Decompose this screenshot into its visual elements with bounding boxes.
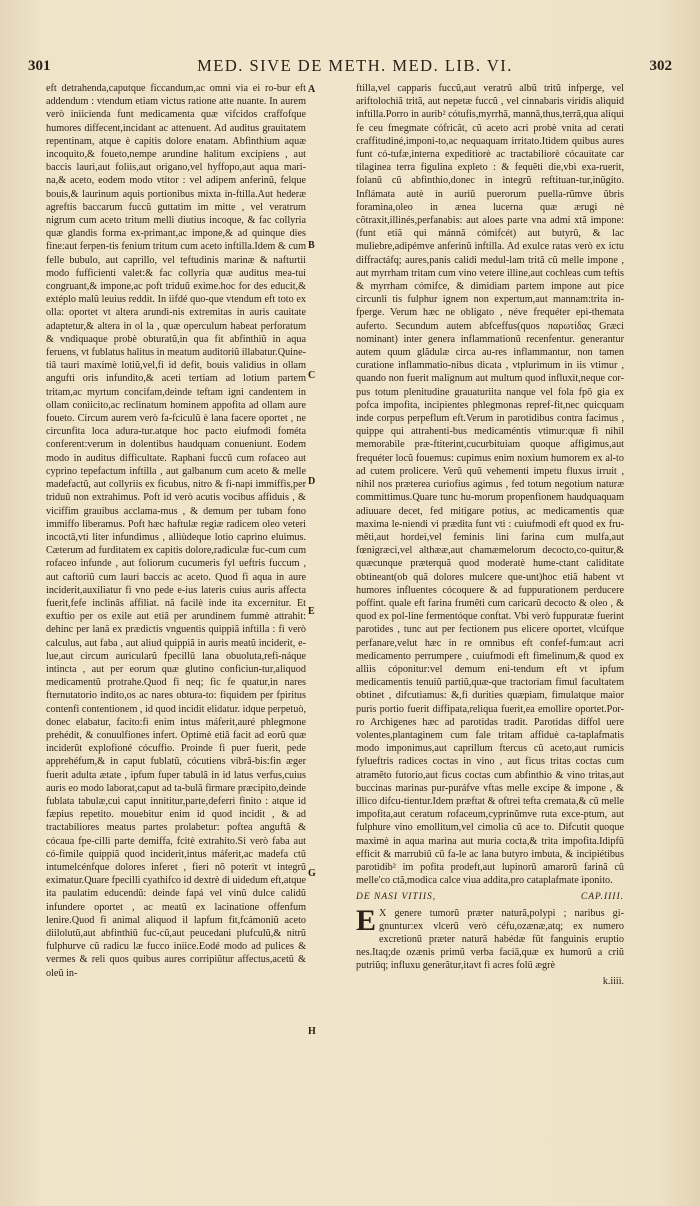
- margin-letter-b: B: [308, 240, 315, 251]
- right-column-text: ftilla,vel capparis fuccũ,aut veratrũ albũ tritũ infperge, vel ariftolochiã tritã, aut nepetæ fuccũ , vel cinnabaris viridis aliquid inftilla.Porro in aurib² cótufis,myrrhã, mannã,thus,terrã,qua aliqui fe ceu fmegmate cófricãt, cũ aceto acri probè vnita ad cerati craffitudiné,imponi-to,ac nequaquam irritato.Itidem quibus aures funt có-tufæ,interna expeditiorè ac tractabiliorè cócauitate car tilaginea terra figulina expleto : & fequẽti die,vbi exa-ruerit, folanũ cũ abfinthio,donec in integrũ reftituan-tur,inũgito. Inflámata autè in auriũ puerorum puella-rũmve ũbris foramina,oleo in ænea lucerna quæ ærugi nè cõtraxit,illinés,perfanabis: aut aloes parte vna admi xtã impone:(funt etiã qui mánnã cómifcét) aut butyrũ, & lac muliebre,adipémve anferinũ inftilla. Ad exulce ratas verò ex ictu diffractáfq; aures,panis calidi medul-lam tritã cũ melle impone , aut myrrham tritam cum vino vetere illine,aut cochleas cum teftis & myrrham cómifce, & dimidiam partem impone aut pice circunli tis fulphur ignem non expertum,aut mannam:trita in-fperge. Verum hæc ne obligato , néve frequéter epi-themata auferto. Secundum autem abfceffus(quos παρωτίδας Græci nominant) inter genera inflammationũ recenfentur. generantur autem quum glãdulæ circa au-res inflammantur, non tamen curatione inflammatio-nibus dicata , vtplurimum in iis vtimur , quando non fuerit malignum aut multum quod influxit,neque cor-pus totum plenitudine grauaturiita nanque vel fola fpõ gia ex pofca impofita, incipientes phlegmonas repref-fit,nec quicquam inde corpus perpeflum eft.Verum in parotidibus contra facimus , quippe qui attrahenti-bus medicaméntis vtimur:quæ fi nihil memorabile præ-ftiterint,cucurbituiam quoque affigimus,aut frequéter locũ fouemus: cupimus enim noxium humorem ex al-to ad cutem prolicere. Verũ quũ vehementi impetu fluxus irruit , nihil nos præterea curiofius agimus , fed totum negotium naturæ committimus.Quare tunc hu-morum propenfionem haudquaquam adiuuare decet, fed mitigare potius, ac medicamentis quæ maxima le-niendi vi prædita funt vti : cuiufmodi eft quod ex fru-mẽti,aut hordei,vel feminis lini farina cum mulfa,aut fœnigræci,vel althææ,aut chamæmelorum decocto,co-quitur,& quæcunque præterquã quod moderatè hume-ctant caliditate obtineant(ob quã dolores mulcere que-unt)hoc etiã habent vt humores influentes cócoquere & ad fuppurationem perducere poffint. quale eft farina frumẽti cum caricarũ decocto & oleo , & quod ex pol-line fermentóque conftat. Vbi verò fuppuratæ fuerint parotides , tunc aut per fectionem pus elicere oportet, vlcúfque perfanare,velut hæc in re omnibus eft confef-fum:aut acri medicamento perrumpere , cuiufmodi eft fimelinum,& quod ex alliis cóponitur:vel demum eni-tendum eft vt ipfum medicamentis tenuiũ partiũ,quæ-que tractoriam fimul facultatem obtinet , difcutiamus: &,fi durities quæpiam, fimulatque maior puris portio fuerit diffipata,reliqua fuerit,ea emollire oportet.Por-ro Archigenes hæc ad parotidas tradit. Parotidas diffol uere volentes,plantaginem cum fale tritam affiduè ca-taplafmatis modo imponimus,aut caprillum ftercus cũ aceto,aut rumicis fylueftris radices coctas in vino , aut ficus tritas coctas cum atramẽto futorio,aut ficus coctas cum abfinthio & vino tritas,aut buccinas marinas pur-puráfve vftas melle excipe & impone , & illico difcu-tientur.Idem præftat & oftrei tefta cremata,& cũ melle impofita,aut ceratum rofaceum,cyprinũmve ruta exce-ptum, aut fulphure vino emollitum,vel cimolia cũ ace to. Difcutit quoque maximè in aqua marina aut muria cocta,& trita impofita.Idipfũ efficit & marrubiũ cũ fa-le ac lana butyro imbuta, & incipiétibus parotidib² im pofita prodeft,aut lupinorũ amarorũ farinã cũ melle'co ctã,modica calce viua addita,pro cataplafmate ìponito.: [356, 83, 624, 887]
- page-header: [28, 56, 672, 82]
- chapter-title: DE NASI VITIIS,: [356, 892, 437, 903]
- margin-letter-c: C: [308, 370, 316, 381]
- left-column-text: eft detrahenda,caputque ficcandum,ac omni via ei ro-bur eft addendum : vtendum etiam victus ratione atte nuante. In aurem verò iniicienda funt medicamenta quæ vifcidos craffofque humores diffecent,incidant ac attenuent. Ad auditus grauitatem repentinam, atque è capitis dolore enatam. Abfinthium aquæ incoquito,& foueto,nempe arundine halitum excipiens , aut baccis lauri,aut foliis,aut origano,vel hyffopo,aut aqua mari-na,& aceto, eodem modo vtitor : vel adipem anferinũ, felque bouis,& laurinum aquis portionibus mixta in-ftilla.Aut hederæ agreftis baccarum fuccũ guttatim im mitte , vel veratrum nigrum cum aceto tritum melli diutius incoque, & fac collyria quæ glandis forma ex-primant,ac impone,& ad quinque dies fine:aut ferpen-tis fenium tritum cum aceto inftilla.Idem & cum felle bubulo, aut caprillo, vel teftudinis marinæ & nafturtii modo fufficienti valet:& fac collyria quæ auditus mea-tui congruant,& impone,ac poft triduũ exime.hoc for des educit,& extéplo malũ leuius reddit. In iifdé quo-que vtendum eft toto ex olla: oportet vt altera arundi-nis extremitas in auris cauitate adaptetur,& altera in ol la , quæ operculum habeat perforatum & vndiquaque probè obturatũ,in qua fit abfinthiũ in aqua feruens, vt fublatus halitus in meatum auditoriũ illabatur.Quine-tiâ tauri maximè lotiũ,vel,fi id defit, bouis validius in ollam angufti oris infundito,& aceti tertiam ad lotium partem tritam,ac myrtum concifam,deinde teftam igni candentem in ollam conìicito,ac reclinatum hominem appofita ad ollam aure foueto. Circum aurem verò fa-fciculũ è lana facere oportet , ne circunfita loca adura-tur.atque hoc pacto eiufmodi fométa conferent:verum in dolentibus haudquam conueniunt. Eodem modo in auditus difficultate. Raphani fuccũ cum rofaceo aut cyprino tepefactum inftilla , aut galbanum cum aceto & melle madefactũ, aut collyriis ex ficubus, nitro & fi-napi immiffis,per triduũ non extrahimus. Poft id verò acutis vocibus affiduis , & viciffim grauibus acclama-mus , & demum per tubam fono immiffo liberamus. Poft hæc haftulæ regiæ radicem oleo veteri incoctã,vti liter infundimus , alliùdeque lotio caprino eluimus. Cæterum ad furditatem ex capitis dolore,radiculæ fuc-cum cum rofaceo infunde , aut foliorum cucumeris fyl ueftris fuccum , aut caftoriũ cum lauri baccis ac aceto. Quod fi aqua in aure inciderit,auxiliatur fi vno pede e-ius lateris cuius auris affecta fuerit,fefe inclinâs affiliat. nã facilè inde ita excernitur. Et exuftio per os exile aut etiâ per arundinem fummè attrahit: dehinc per lanã ex prædictis vnguentis quippiã inftilla : fi verò calculus, aut faba , aut aliud quippiã in auris meatũ inciderit, e-lue,aut circum auricularũ fpecillũ lana obuoluta,refi-náque intincta , aut per eorum quæ glutino conficiun-tur,aliquod medicamentũ protrahe.Quod fi neq; fic fe quatur,in nares fternutatorio indito,os ac nares obtura-to: fiquidem per fpiritus contenfi contentionem , id quod incidit elidatur. idque perpetuò, donec elabatur, facito:fi enim intus máferit,auré phlegmone prehédit, & conuulfiones infert. Optimè etiâ facit ad eorũ quæ inciderũt explofioné cócuffio. Proinde fi puer fuerit, pede apprehéfum,& in caput fublatũ, cócutiens vibrã-bis:fin æger fuerit adulta ætate , ipfum fuper tabulã in id latus verfus,cuius auris eo modo laborat,caput ad ta-bulã firmare præcipito,deinde fublata tabulæ,cui caput innititur,parte,deferri finito : atque id fæpius repetito. mouebitur enim id quod incidit , & ad tractabiliores meatus partes prolabetur: poftea anguftã & cócaua fpe-cilli parte demiffa, fcitè extrahito.Si verò faba aut có-fimile quippiã quod inciderit,intus máferit,ac madefa ctũ intumelcénfque dolores inferet , fieri nõ poterit vt integrũ eximatur.Quare fpecilli cyathifco id dextrè di uidedum eft,atque ita paulatim educendũ: deinde fapá vel vinũ dulce calidũ infundere oportet , ac meatũ ex lacinatione offenfum lenire.Quod fi animal aliquod il lapfum fit,fcámoniũ aceto diilolutũ,aut abfinthiũ fuc-cũ,aut peucedani plufculũ,& nitrũ fulphurve cũ radicu læ fucco iniice.Eodé modo ad pulices & vermes & reli quos quibus aures corripiũtur affectus,acetũ & oleũ in-: [46, 83, 307, 979]
- chapter-number: CAP.IIII.: [580, 892, 624, 903]
- margin-letter-e: E: [308, 606, 315, 617]
- left-column: [46, 82, 306, 980]
- running-head: MED. SIVE DE METH. MED. LIB. VI.: [197, 56, 513, 75]
- margin-letter-g: G: [308, 868, 316, 879]
- folio-right: 302: [649, 58, 672, 74]
- right-column: [356, 82, 624, 988]
- chapter-heading: [356, 891, 624, 904]
- folio-left: 301: [28, 58, 51, 74]
- chapter-text: [356, 903, 624, 973]
- drop-cap: E: [356, 903, 377, 937]
- margin-letter-a: A: [308, 84, 316, 95]
- signature-mark: k.iiii.: [602, 975, 624, 987]
- margin-letter-h: H: [308, 1026, 316, 1037]
- margin-letter-d: D: [308, 476, 316, 487]
- chapter-body: X genere tumorũ præter naturã,polypi ; naribus gi-gnuntur:ex vlcerũ verò céfu,ozænæ,atq; ex numero excretionũ præter naturã habédæ fũt fanguinis eruptio nes.Itaq;de ozænis primũ verba faciã,quæ ex humorũ a criũ putriũq; influxu generãtur,itavt fi acres folũ ægrè: [356, 907, 624, 972]
